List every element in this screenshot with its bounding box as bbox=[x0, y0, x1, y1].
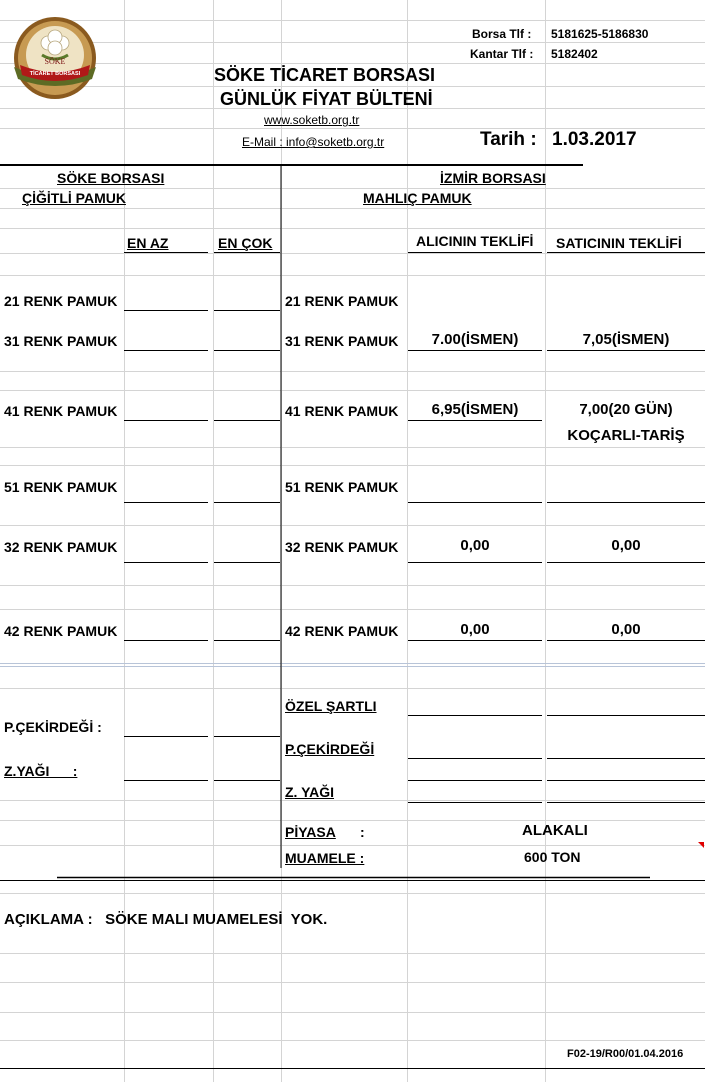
soke-exchange-title: SÖKE BORSASI bbox=[57, 170, 165, 186]
izmir-special-label: ÖZEL ŞARTLI bbox=[285, 698, 377, 714]
izmir-31-buyer: 7.00(İSMEN) bbox=[431, 331, 519, 348]
col-en-az: EN AZ bbox=[127, 235, 169, 251]
izmir-31-seller: 7,05(İSMEN) bbox=[582, 331, 670, 348]
izmir-42-buyer: 0,00 bbox=[460, 621, 490, 638]
cigitli-pamuk-title: ÇİĞİTLİ PAMUK bbox=[22, 190, 126, 206]
izmir-41-buyer: 6,95(İSMEN) bbox=[431, 401, 519, 418]
col-buyer-offer: ALICININ TEKLİFİ bbox=[416, 233, 534, 249]
izmir-row-32: 32 RENK PAMUK bbox=[285, 539, 399, 555]
izmir-row-41: 41 RENK PAMUK bbox=[285, 403, 399, 419]
izmir-row-51: 51 RENK PAMUK bbox=[285, 479, 399, 495]
izmir-row-31: 31 RENK PAMUK bbox=[285, 333, 399, 349]
soke-row-42: 42 RENK PAMUK bbox=[4, 623, 118, 639]
logo-text-bottom: TİCARET BORSASI bbox=[29, 71, 81, 77]
col-seller-offer: SATICININ TEKLİFİ bbox=[556, 235, 682, 251]
mahlic-pamuk-title: MAHLIÇ PAMUK bbox=[363, 190, 472, 206]
izmir-32-buyer: 0,00 bbox=[460, 537, 490, 554]
website-link[interactable]: www.soketb.org.tr bbox=[264, 113, 360, 127]
soke-row-51: 51 RENK PAMUK bbox=[4, 479, 118, 495]
izmir-42-seller: 0,00 bbox=[611, 621, 641, 638]
izmir-exchange-title: İZMİR BORSASI bbox=[440, 170, 546, 186]
kantar-phone-label: Kantar Tlf : bbox=[470, 47, 534, 61]
izmir-41-seller-note: KOÇARLI-TARİŞ bbox=[567, 427, 685, 444]
title-line1: SÖKE TİCARET BORSASI bbox=[214, 65, 436, 85]
izmir-seed-label: P.ÇEKİRDEĞİ bbox=[285, 741, 375, 757]
borsa-phone: 5181625-5186830 bbox=[551, 27, 649, 41]
soke-row-21: 21 RENK PAMUK bbox=[4, 293, 118, 309]
market-label: PİYASA bbox=[285, 824, 336, 840]
soke-row-32: 32 RENK PAMUK bbox=[4, 539, 118, 555]
date-label: Tarih : bbox=[480, 129, 537, 150]
izmir-oil-label: Z. YAĞI bbox=[285, 784, 335, 800]
form-code: F02-19/R00/01.04.2016 bbox=[567, 1048, 684, 1060]
market-value: ALAKALI bbox=[522, 822, 588, 839]
izmir-32-seller: 0,00 bbox=[611, 537, 641, 554]
soke-oil-label: Z.YAĞI : bbox=[4, 763, 78, 779]
soke-seed-label: P.ÇEKİRDEĞİ : bbox=[4, 719, 102, 735]
soke-row-41: 41 RENK PAMUK bbox=[4, 403, 118, 419]
description-text: AÇIKLAMA : SÖKE MALI MUAMELESİ YOK. bbox=[4, 911, 328, 928]
borsa-phone-label: Borsa Tlf : bbox=[472, 27, 532, 41]
logo-text-top: SÖKE bbox=[44, 57, 66, 66]
email-link[interactable]: E-Mail : info@soketb.org.tr bbox=[242, 135, 385, 149]
kantar-phone: 5182402 bbox=[551, 47, 598, 61]
volume-label: MUAMELE : bbox=[285, 850, 365, 866]
izmir-row-21: 21 RENK PAMUK bbox=[285, 293, 399, 309]
bulletin-date: 1.03.2017 bbox=[552, 129, 637, 150]
title-line2: GÜNLÜK FİYAT BÜLTENİ bbox=[220, 89, 433, 109]
soke-row-31: 31 RENK PAMUK bbox=[4, 333, 118, 349]
market-colon: : bbox=[360, 824, 365, 840]
izmir-41-seller: 7,00(20 GÜN) bbox=[579, 401, 673, 418]
izmir-row-42: 42 RENK PAMUK bbox=[285, 623, 399, 639]
borsa-logo bbox=[12, 15, 98, 101]
volume-value: 600 TON bbox=[524, 849, 581, 865]
col-en-cok: EN ÇOK bbox=[218, 235, 273, 251]
